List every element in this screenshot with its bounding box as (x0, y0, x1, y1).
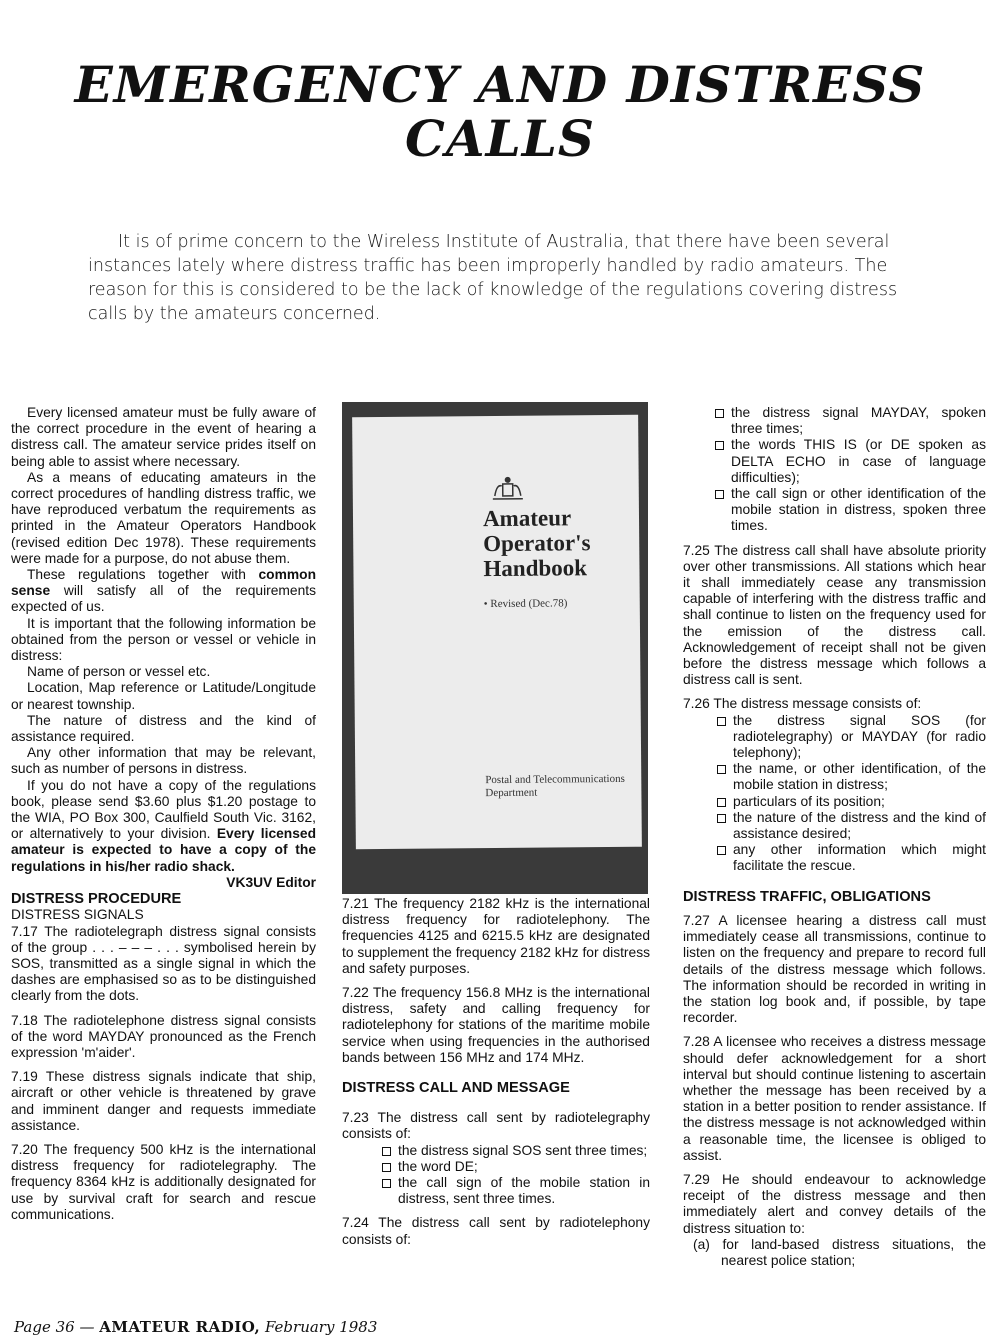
regulation-7-26: 7.26 The distress message consists of: (683, 696, 922, 712)
regulation-7-29a: (a) for land-based distress situations, the nearest police station; (693, 1236, 986, 1268)
handbook-title: Amateur Operator's Handbook (482, 505, 591, 582)
regulation-7-28: 7.28 A licensee who receives a distress message should defer acknowledgement for a short interval but should continue listening to ascertain whether the message has been received by a station in a better position to render assistance. If the distress message is not acknowledged within a reasonable time, the licensee is obliged to assist. (683, 1034, 986, 1163)
handbook-photo (342, 402, 648, 894)
list-item: the call sign of the mobile station in distress, sent three times. (398, 1175, 650, 1207)
list (683, 713, 986, 875)
page-number: Page 36 — (14, 1318, 100, 1336)
editor-signature: VK3UV Editor (226, 874, 316, 890)
text: These regulations together with (27, 567, 259, 583)
text: If you do not have a copy of the regulations book, please send $3.60 plus $1.20 postage to the WIA, PO Box 300, Caulfield South Vic. 3162, or alternatively to your division. (11, 777, 316, 842)
section-heading: DISTRESS TRAFFIC, OBLIGATIONS (683, 888, 931, 905)
emphasis: common sense (11, 567, 316, 599)
list-item: the call sign or other identification of the mobile station in distress, spoken three times. (731, 486, 986, 534)
paragraph: It is important that the following information be obtained from the person or vessel or vehicle in distress: (11, 615, 316, 664)
handbook-cover (352, 415, 642, 849)
list-item: the name, or other identification, of the mobile station in distress; (733, 761, 986, 793)
issue-date: February 1983 (260, 1318, 378, 1336)
intro-paragraph: It is of prime concern to the Wireless Institute of Australia, that there have been several instances lately where distress traffic has been improperly handled by radio amateurs. The reason for this is considered to be the lack of knowledge of the regulations covering distress calls by the amateurs concerned. (88, 232, 898, 324)
emphasis: Every licensed amateur is expected to have a copy of the regulations in his/her radio shack. (11, 826, 317, 874)
list-item: the nature of the distress and the kind of assistance desired; (733, 809, 986, 842)
coat-of-arms-icon (491, 476, 525, 502)
list (683, 405, 986, 535)
regulation-7-29: 7.29 He should endeavour to acknowledge receipt of the distress message and then immediately alert and convey details of the distress situation to: (683, 1171, 986, 1236)
column-3 (683, 405, 986, 1269)
paragraph (11, 567, 316, 616)
regulation-7-22: 7.22 The frequency 156.8 MHz is the international distress, safety and calling frequency for radiotelephony for stations of the maritime mobile service when using frequencies in the authorised bands between 156 MHz and 174 MHz. (342, 985, 650, 1065)
page-footer (14, 1318, 377, 1336)
paragraph: Name of person or vessel etc. (27, 664, 211, 680)
section-heading: DISTRESS PROCEDURE (11, 891, 182, 908)
list-item: the distress signal SOS (for radiotelegraphy) or MAYDAY (for radio telephony); (733, 712, 986, 761)
paragraph: Every licensed amateur must be fully aware of the correct procedure in the event of hearing a distress call. The amateur service prides itself on being able to assist where necessary. (11, 405, 316, 469)
list-item: the words THIS IS (or DE spoken as DELTA ECHO in case of language difficulties); (731, 437, 986, 485)
paragraph: Location, Map reference or Latitude/Longitude or nearest township. (11, 680, 316, 712)
handbook-revision: • Revised (Dec.78) (483, 597, 568, 611)
regulation-7-27: 7.27 A licensee hearing a distress call must immediately cease all transmissions, continue to listen on the frequency and prepare to record full details of the distress message which follows. The information should be recorded in writing in the station log book and, if possible, by tape recorder. (683, 912, 986, 1026)
magazine-name: AMATEUR RADIO, (99, 1318, 261, 1336)
regulation-7-21: 7.21 The frequency 2182 kHz is the international distress frequency for radiotelephony. The frequencies 4125 and 6215.5 kHz are designated to supplement the frequency 2182 kHz for distress and safety purposes. (342, 896, 650, 976)
paragraph: As a means of educating amateurs in the correct procedures of handling distress traffic, we have reproduced verbatum the requirements as printed in the Amateur Operators Handbook (revised edition Dec 1978). These requirements were made for a purpose, do not abuse them. (11, 469, 316, 566)
text: will satisfy all of the requirements expected of us. (11, 583, 316, 615)
list-item: the distress signal MAYDAY, spoken three times; (731, 405, 986, 437)
list (342, 1143, 650, 1208)
paragraph: Any other information that may be relevant, such as number of persons in distress. (11, 745, 316, 777)
list-item: the word DE; (398, 1159, 650, 1175)
paragraph (11, 778, 316, 875)
regulation-7-19: 7.19 These distress signals indicate that ship, aircraft or other vehicle is threatened by grave and imminent danger and requests immediate assistance. (11, 1069, 316, 1133)
regulation-7-25: 7.25 The distress call shall have absolute priority over other transmissions. All stations which hear it shall immediately cease any transmission capable of interfering with the distress traffic and shall continue to listen on the frequency used for the emission of the distress call. Acknowledgement of receipt shall not be given before the distress message which follows a distress call is sent. (683, 542, 986, 688)
regulation-7-23: 7.23 The distress call sent by radiotelegraphy consists of: (342, 1110, 650, 1142)
article-title: EMERGENCY AND DISTRESS CALLS (74, 55, 926, 168)
section-heading: DISTRESS CALL AND MESSAGE (342, 1080, 570, 1097)
regulation-7-24: 7.24 The distress call sent by radiotelephony consists of: (342, 1215, 650, 1247)
regulation-7-18: 7.18 The radiotelephone distress signal consists of the word MAYDAY pronounced as the French expression 'm'aider'. (11, 1012, 316, 1060)
regulation-7-20: 7.20 The frequency 500 kHz is the international distress frequency for radiotelegraphy. The frequency 8364 kHz is additionally designated for use by survival craft for search and rescue communications. (11, 1141, 316, 1222)
paragraph: The nature of distress and the kind of assistance required. (11, 712, 316, 745)
regulation-7-17: 7.17 The radiotelegraph distress signal consists of the group . . . – – – . . . symbolised herein by SOS, transmitted as a single signal in which the dashes are emphasised so as to be distinguished clearly from the dots. (11, 923, 316, 1004)
subsection-heading: DISTRESS SIGNALS (11, 907, 144, 923)
list-item: the distress signal SOS sent three times; (398, 1143, 650, 1159)
list-item: particulars of its position; (733, 794, 986, 810)
column-2 (342, 896, 650, 1248)
list-item: any other information which might facilitate the rescue. (733, 842, 986, 874)
column-1 (11, 405, 316, 1223)
handbook-publisher: Postal and Telecommunications Department (485, 772, 625, 800)
